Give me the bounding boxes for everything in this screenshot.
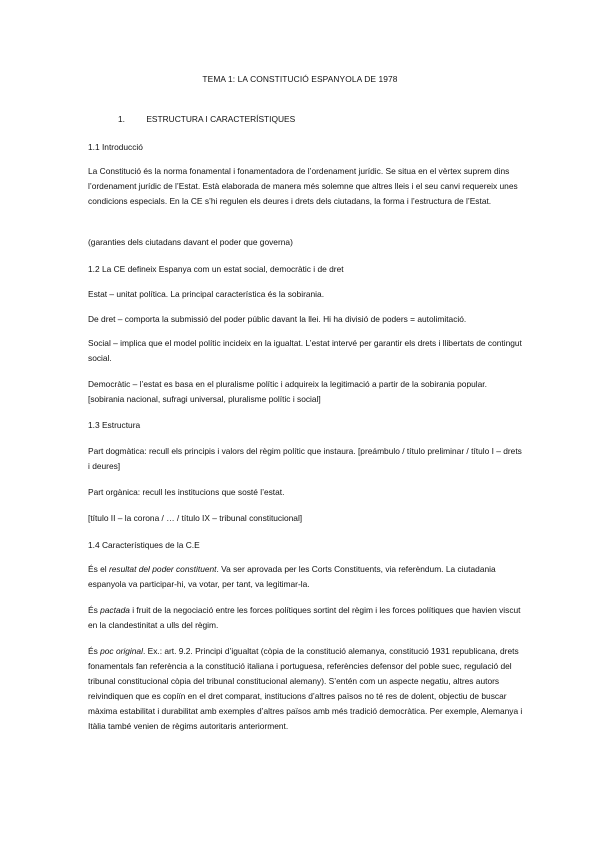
section-1-heading — [118, 112, 518, 127]
paragraph-democratic: Democràtic – l’estat es basa en el pluralisme polític i adquireix la legitimació a partir de la sobirania popular. [sobirania nacional, sufragi universal, pluralisme polític i social] — [88, 379, 487, 404]
text-run: És — [88, 646, 101, 656]
paragraph-poder-constituent — [88, 562, 524, 592]
paragraph-1-1-b: (garanties dels ciutadans davant el poder que governa) — [88, 237, 293, 247]
section-1-title: ESTRUCTURA I CARACTERÍSTIQUES — [146, 114, 296, 124]
paragraph-poc-original — [88, 644, 524, 734]
heading-1-1: 1.1 Introducció — [88, 142, 143, 152]
text-run: i fruit de la negociació entre les forces polítiques sortint del règim i les forces polítiques que havien viscut en la clandestinitat a ulls del règim. — [88, 605, 521, 630]
heading-1-3: 1.3 Estructura — [88, 420, 141, 430]
paragraph-pactada — [88, 603, 524, 633]
paragraph-de-dret: De dret – comporta la submissió del poder públic davant la llei. Hi ha divisió de poders = autolimitació. — [88, 314, 467, 324]
heading-1-2: 1.2 La CE defineix Espanya com un estat social, democràtic i de dret — [88, 264, 344, 274]
emphasis: poc original — [100, 646, 143, 656]
paragraph-social: Social – implica que el model polític incideix en la igualtat. L’estat intervé per garantir els drets i llibertats de contingut social. — [88, 338, 522, 363]
section-1-number: 1. — [118, 114, 125, 124]
text-run: És — [88, 605, 101, 615]
emphasis: resultat del poder constituent — [108, 564, 217, 574]
paragraph-1-1-a: La Constitució és la norma fonamental i fonamentadora de l’ordenament jurídic. Se situa en el vèrtex suprem dins l’ordenament jurídic de l’Estat. Està elaborada de manera més solemne que altres lleis i el seu canvi requereix unes condicions especials. En la CE s’hi regulen els deures i drets dels ciutadans, la forma i l’estructura de l’Estat. — [88, 166, 518, 206]
text-run: . Ex.: art. 9.2. Principi d’igualtat (còpia de la constitució alemanya, constitució 1931 republicana, drets fonamentals fan referència a la constitució italiana i portuguesa, referències defensor del poble suec, regulació del tribunal constitucional còpia del tribunal constitucional alemany). S’entén com un aspecte negatiu, altres autors reivindiquen que es copiïn en el dret comparat, institucions d’altres països no té res de dolent, objectiu de buscar màxima estabilitat i durabilitat amb exemples d’altres països amb més tradició democràtica. Per exemple, Alemanya i Itàlia també venien de règims autoritaris anteriorment. — [88, 646, 523, 731]
document-title: TEMA 1: LA CONSTITUCIÓ ESPANYOLA DE 1978 — [202, 74, 398, 84]
text-run: . Va ser aprovada per les Corts Constituents, via referèndum. La ciutadania espanyola va participar-hi, va votar, per tant, va legitimar-la. — [88, 564, 496, 589]
paragraph-titles: [título II – la corona / … / título IX – tribunal constitucional] — [88, 513, 303, 523]
paragraph-part-dogmatica: Part dogmàtica: recull els principis i valors del règim polític que instaura. [preámbulo / título preliminar / título I – drets i deures] — [88, 446, 522, 471]
emphasis: pactada — [100, 605, 130, 615]
heading-1-4: 1.4 Característiques de la C.E — [88, 540, 200, 550]
paragraph-estat: Estat – unitat política. La principal característica és la sobirania. — [88, 289, 325, 299]
text-run: És el — [88, 564, 109, 574]
paragraph-part-organica: Part orgànica: recull les institucions que sosté l’estat. — [88, 487, 285, 497]
